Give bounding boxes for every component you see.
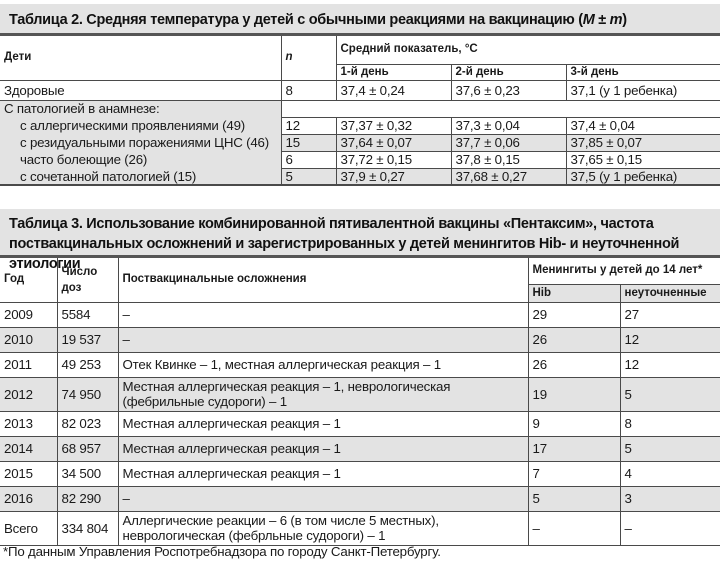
table-row (0, 411, 720, 436)
table3-title-line2: поствакцинальных осложнений и зарегистрированных у детей менингитов Hib- и неуточненной этиологии (9, 236, 680, 272)
header-n-text: n (285, 51, 293, 64)
table-row (0, 436, 720, 461)
table-row (0, 352, 720, 377)
table-row (0, 486, 720, 511)
row-unspecified: 3 (620, 486, 720, 511)
row-day3: 37,4 ± 0,04 (566, 117, 720, 134)
row-hib: 26 (528, 352, 620, 377)
row-hib: 26 (528, 327, 620, 352)
table-row (0, 151, 720, 168)
table-row (0, 134, 720, 151)
row-doses: 74 950 (57, 377, 118, 411)
row-n: 12 (281, 117, 336, 134)
row-unspecified: 27 (620, 302, 720, 327)
table2-title (0, 4, 720, 36)
header-complications: Поствакцинальные осложнения (118, 258, 528, 302)
table-row (0, 80, 720, 100)
row-n: 8 (281, 80, 336, 100)
row-day2: 37,68 ± 0,27 (451, 168, 566, 185)
table3-title-line1: Таблица 3. Использование комбинированной пятивалентной вакцины «Пентаксим», частота (9, 216, 654, 232)
table-row (0, 327, 720, 352)
row-day1: 37,64 ± 0,07 (336, 134, 451, 151)
row-day2: 37,7 ± 0,06 (451, 134, 566, 151)
row-complications: Аллергические реакции – 6 (в том числе 5 местных), неврологическая (фебрльные судороги) – 1 (118, 511, 528, 545)
row-year: 2013 (0, 411, 57, 436)
group-label: С патологией в анамнезе: (0, 100, 281, 117)
header-day2: 2-й день (451, 64, 566, 80)
group-spacer (281, 100, 720, 117)
header-mean: Средний показатель, °С (336, 36, 720, 64)
row-hib: 19 (528, 377, 620, 411)
header-meningitis: Менингиты у детей до 14 лет* (528, 258, 720, 284)
row-doses: 82 023 (57, 411, 118, 436)
row-day3: 37,5 (у 1 ребенка) (566, 168, 720, 185)
row-day1: 37,4 ± 0,24 (336, 80, 451, 100)
row-day1: 37,37 ± 0,32 (336, 117, 451, 134)
row-day3: 37,1 (у 1 ребенка) (566, 80, 720, 100)
row-hib: 9 (528, 411, 620, 436)
row-day3: 37,85 ± 0,07 (566, 134, 720, 151)
header-n (281, 36, 336, 80)
table3 (0, 258, 720, 546)
row-unspecified: 5 (620, 377, 720, 411)
header-year: Год (0, 258, 57, 302)
row-complications: – (118, 327, 528, 352)
row-unspecified: 8 (620, 411, 720, 436)
row-doses: 49 253 (57, 352, 118, 377)
table2 (0, 36, 720, 186)
row-complications: Отек Квинке – 1, местная аллергическая реакция – 1 (118, 352, 528, 377)
row-year: 2010 (0, 327, 57, 352)
row-year: 2012 (0, 377, 57, 411)
row-day2: 37,3 ± 0,04 (451, 117, 566, 134)
row-doses: 34 500 (57, 461, 118, 486)
row-hib: 29 (528, 302, 620, 327)
row-year: 2011 (0, 352, 57, 377)
row-year: 2016 (0, 486, 57, 511)
row-complications: Местная аллергическая реакция – 1, неврологическая (фебрильные судороги) – 1 (118, 377, 528, 411)
row-doses: 5584 (57, 302, 118, 327)
table-row (0, 302, 720, 327)
table-row (0, 377, 720, 411)
table2-title-M: M (582, 12, 595, 28)
row-unspecified: 12 (620, 327, 720, 352)
row-day3: 37,65 ± 0,15 (566, 151, 720, 168)
row-doses: 68 957 (57, 436, 118, 461)
row-hib: 7 (528, 461, 620, 486)
table3-header-row (0, 258, 720, 284)
header-children: Дети (0, 36, 281, 80)
header-unspecified: неуточненные (620, 284, 720, 302)
row-year: 2014 (0, 436, 57, 461)
row-label: с аллергическими проявлениями (49) (0, 117, 281, 134)
table-row (0, 511, 720, 545)
row-year: 2015 (0, 461, 57, 486)
row-label: с сочетанной патологией (15) (0, 168, 281, 185)
row-n: 5 (281, 168, 336, 185)
table-row (0, 168, 720, 185)
footnote: *По данным Управления Роспотребнадзора по городу Санкт-Петербургу. (3, 544, 441, 559)
row-n: 6 (281, 151, 336, 168)
row-doses: 334 804 (57, 511, 118, 545)
row-complications: Местная аллергическая реакция – 1 (118, 436, 528, 461)
row-label: часто болеющие (26) (0, 151, 281, 168)
row-day1: 37,72 ± 0,15 (336, 151, 451, 168)
table-row (0, 117, 720, 134)
row-day1: 37,9 ± 0,27 (336, 168, 451, 185)
row-complications: Местная аллергическая реакция – 1 (118, 411, 528, 436)
row-unspecified: 12 (620, 352, 720, 377)
row-year: Всего (0, 511, 57, 545)
header-day1: 1-й день (336, 64, 451, 80)
table2-title-m: m (609, 12, 623, 28)
table2-header-row (0, 36, 720, 64)
row-hib: 5 (528, 486, 620, 511)
header-hib: Hib (528, 284, 620, 302)
table-group-row (0, 100, 720, 117)
row-hib: 17 (528, 436, 620, 461)
row-day2: 37,8 ± 0,15 (451, 151, 566, 168)
table2-title-text: Таблица 2. Средняя температура у детей с обычными реакциями на вакцинацию ( (9, 12, 583, 28)
row-unspecified: – (620, 511, 720, 545)
header-day3: 3-й день (566, 64, 720, 80)
table2-title-suffix: ) (622, 12, 627, 28)
header-doses: Число доз (57, 258, 118, 302)
row-doses: 82 290 (57, 486, 118, 511)
row-unspecified: 4 (620, 461, 720, 486)
row-n: 15 (281, 134, 336, 151)
row-complications: Местная аллергическая реакция – 1 (118, 461, 528, 486)
table2-title-pm: ± (594, 12, 610, 28)
row-year: 2009 (0, 302, 57, 327)
row-complications: – (118, 486, 528, 511)
table-row (0, 461, 720, 486)
row-doses: 19 537 (57, 327, 118, 352)
row-unspecified: 5 (620, 436, 720, 461)
row-label: Здоровые (0, 80, 281, 100)
row-day2: 37,6 ± 0,23 (451, 80, 566, 100)
row-hib: – (528, 511, 620, 545)
row-complications: – (118, 302, 528, 327)
row-label: с резидуальными поражениями ЦНС (46) (0, 134, 281, 151)
